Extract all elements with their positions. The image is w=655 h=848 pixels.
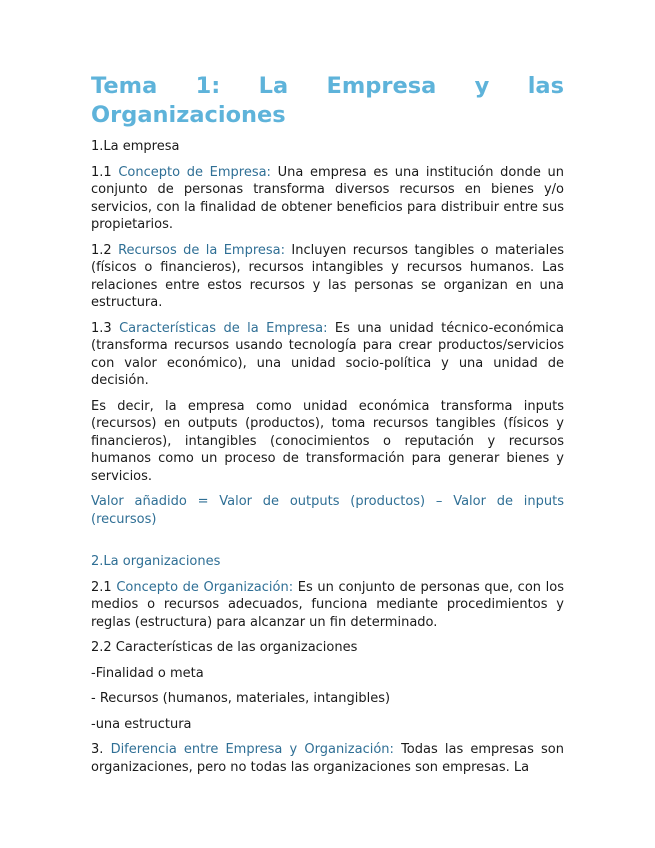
paragraph-number: 1.1: [91, 164, 119, 180]
term-concepto-empresa: Concepto de Empresa:: [118, 164, 271, 180]
section-2-heading: 2.La organizaciones: [91, 554, 221, 569]
paragraph-text: Una empresa es una institución donde un conjunto de personas transforma diversos recursos en bienes y/o servicios, con la finalidad de obtener beneficios para distribuir entre sus propietarios.: [91, 164, 564, 232]
title-line-2: Organizaciones: [91, 102, 286, 128]
term-concepto-organizacion: Concepto de Organización:: [116, 579, 294, 595]
paragraph-text: Es una unidad técnico-económica (transforma recursos usando tecnología para crear productos/servicios con valor económico), una unidad socio-política y una unidad de decisión.: [91, 320, 564, 388]
section-1-heading: 1.La empresa: [91, 139, 180, 154]
paragraph-text: Incluyen recursos tangibles o materiales (físicos o financieros), recursos intangibles y recursos humanos. Las relaciones entre estos recursos y las personas se organizan en una estructura.: [91, 242, 564, 310]
title-line-1: Tema 1: La Empresa y las: [91, 73, 564, 99]
paragraph-3: [91, 741, 564, 776]
term-caracteristicas-empresa: Características de la Empresa:: [119, 320, 328, 336]
paragraph-2-1: [91, 579, 564, 632]
section-spacer: [91, 536, 564, 553]
list-item: -una estructura: [91, 716, 192, 732]
paragraph-1-2: [91, 242, 564, 312]
paragraph-number: 3.: [91, 742, 111, 757]
paragraph-text: Es un conjunto de personas que, con los medios o recursos adecuados, funciona mediante procedimientos y reglas (estructura) para alcanzar un fin determinado.: [91, 579, 564, 630]
paragraph-1-3: [91, 320, 564, 390]
term-recursos-empresa: Recursos de la Empresa:: [118, 242, 286, 258]
term-diferencia: Diferencia entre Empresa y Organización:: [110, 742, 394, 757]
paragraph-number: 1.2: [91, 242, 119, 258]
list-item: - Recursos (humanos, materiales, intangibles): [91, 691, 391, 706]
paragraph-number: 2.1: [91, 579, 117, 595]
paragraph-2-2: 2.2 Características de las organizaciones: [91, 640, 358, 655]
paragraph-es-decir: Es decir, la empresa como unidad económica transforma inputs (recursos) en outputs (productos), toma recursos tangibles (físicos y financieros), intangibles (conocimientos o reputación y recursos humanos como un proceso de transformación para generar bienes y servicios.: [91, 398, 564, 484]
paragraph-text: Todas las empresas son organizaciones, pero no todas las organizaciones son empresas. La: [91, 742, 564, 775]
paragraph-number: 1.3: [91, 320, 120, 336]
valor-anadido-formula: Valor añadido = Valor de outputs (productos) – Valor de inputs (recursos): [91, 494, 564, 527]
list-item: -Finalidad o meta: [91, 665, 204, 681]
paragraph-1-1: [91, 164, 564, 234]
page-title: [91, 72, 564, 130]
